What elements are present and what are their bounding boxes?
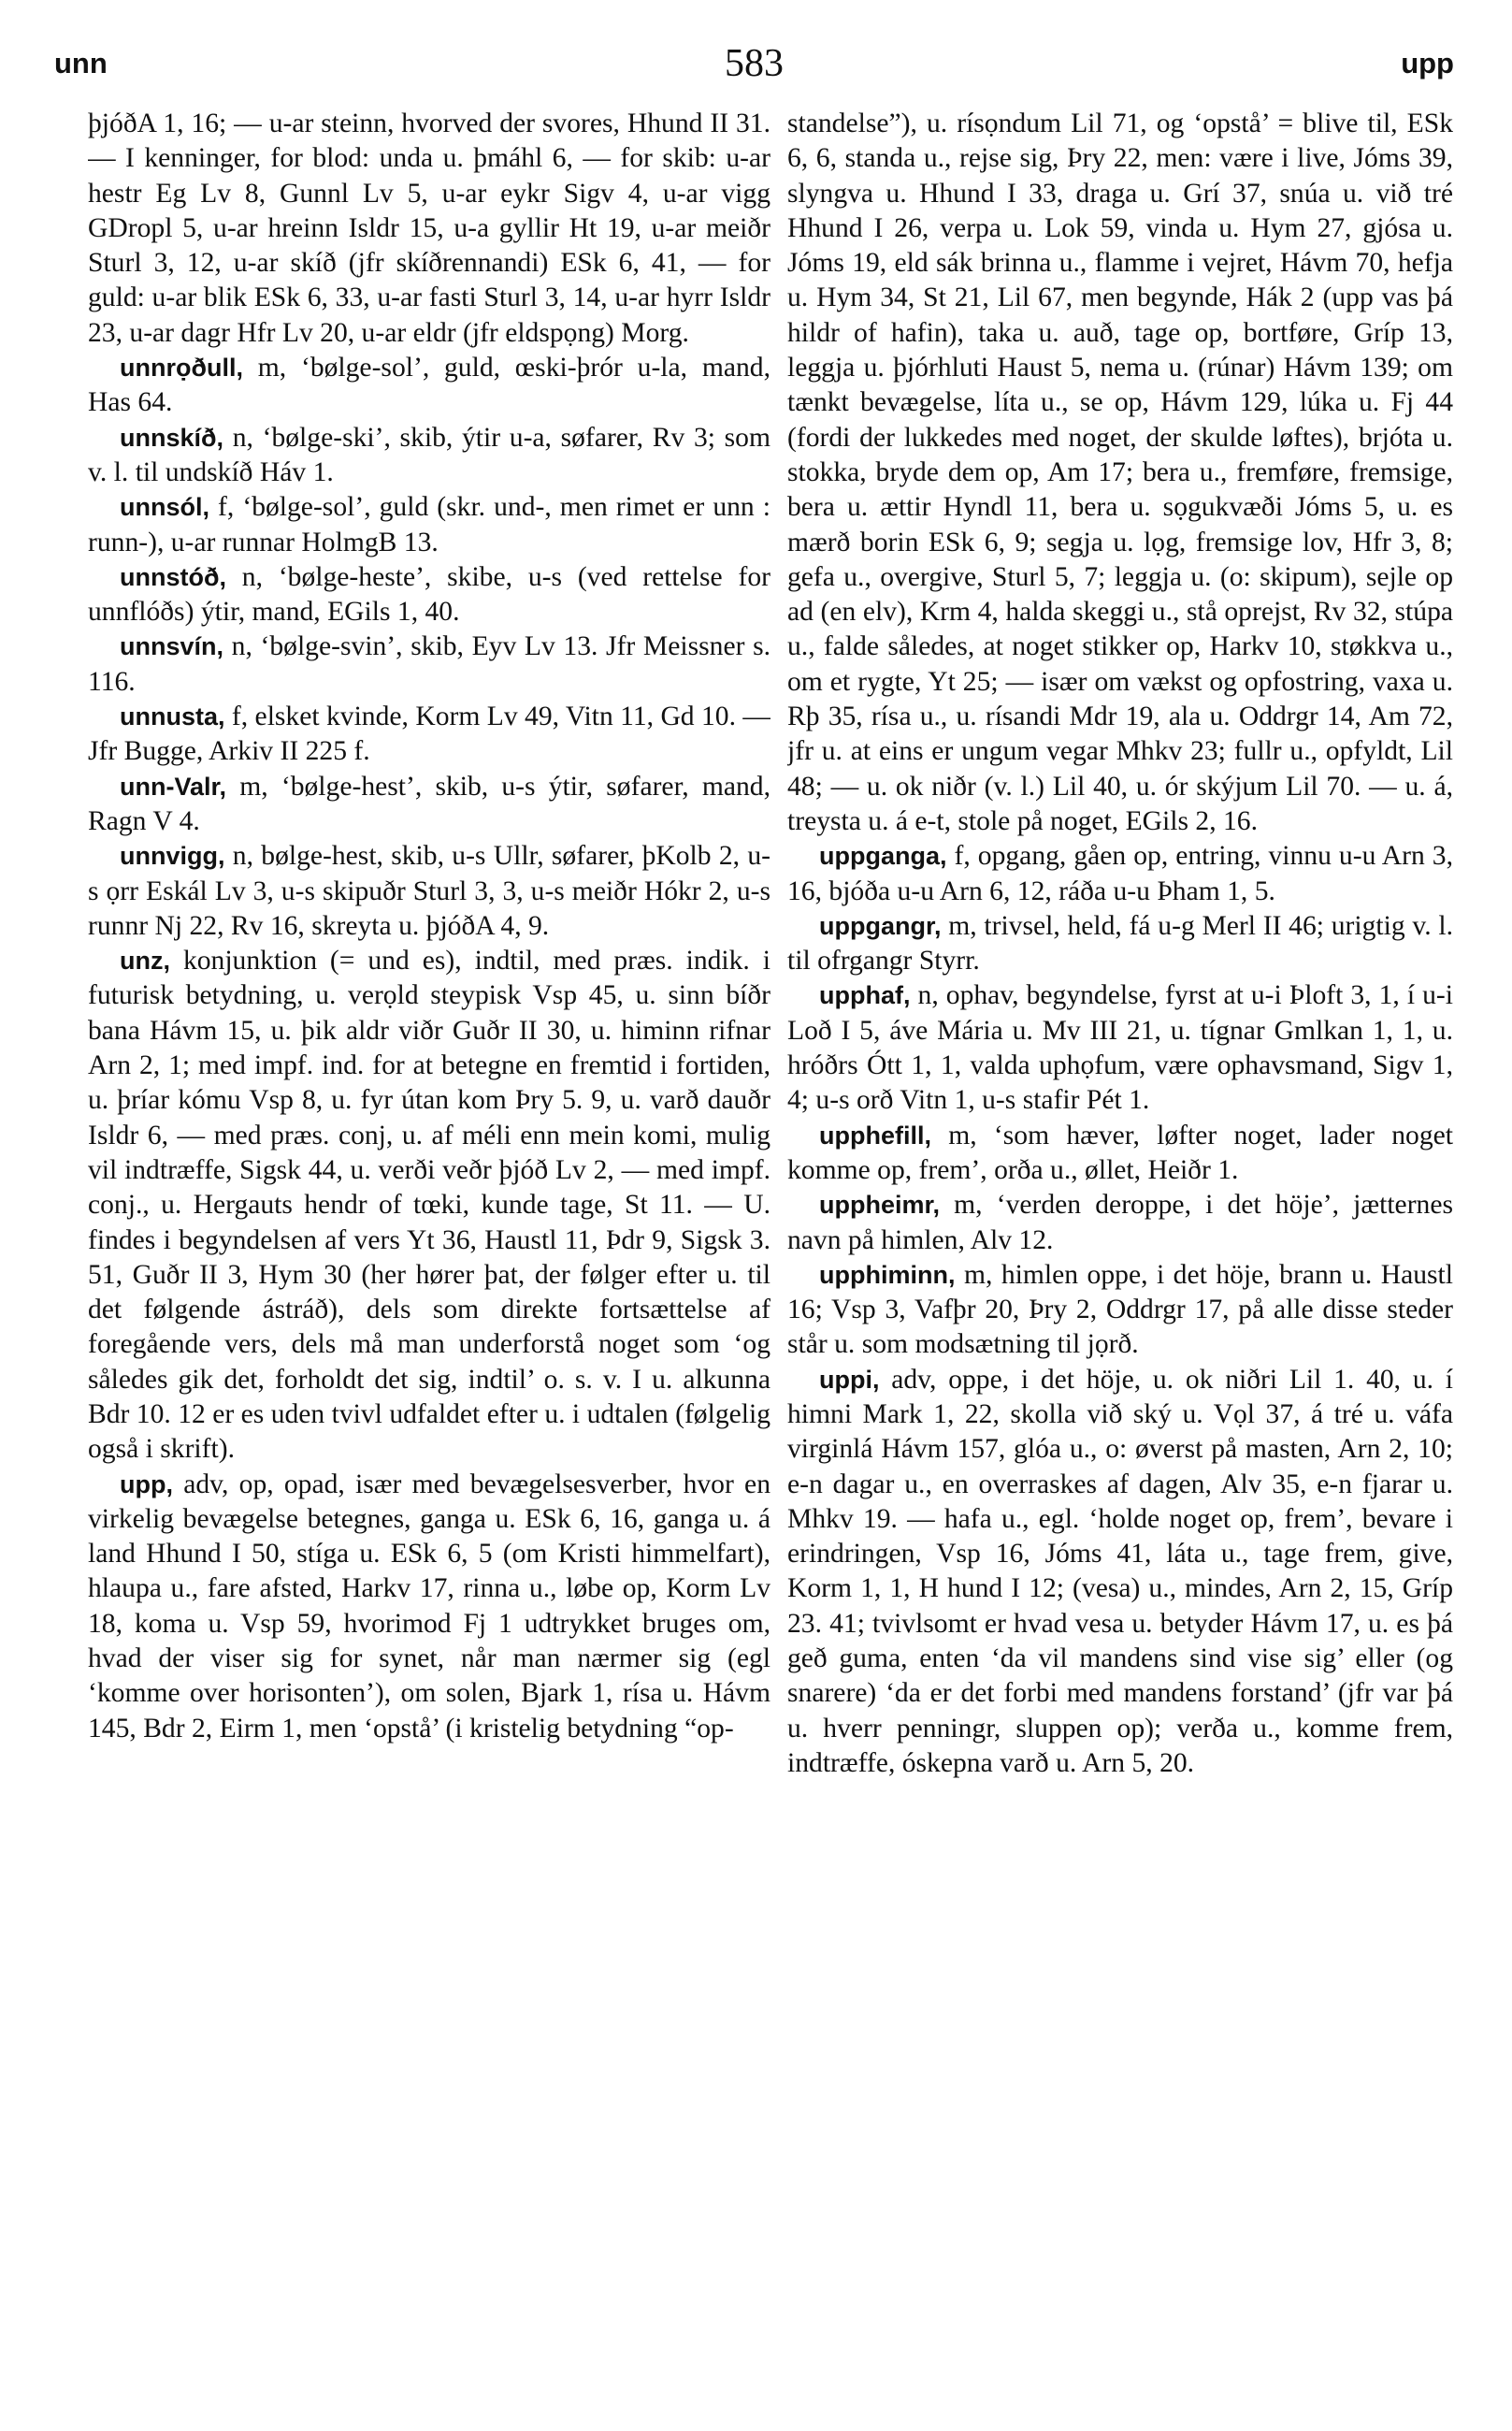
- entry-headword: unnsvín,: [120, 632, 224, 661]
- entry-headword: unnrọðull,: [120, 354, 243, 383]
- entry-text: n, ‘bølge-heste’, skibe, u-s (ved rettelse for unnflóðs) ýtir, mand, EGils 1, 40.: [88, 561, 770, 628]
- dictionary-entry: [88, 700, 770, 770]
- dictionary-entry: [88, 560, 770, 630]
- entry-text: m, himlen oppe, i det höje, brann u. Haustl 16; Vsp 3, Vafþr 20, Þry 2, Oddrgr 17, på alle disse steder står u. som modsætning til jọrð.: [787, 1259, 1453, 1360]
- entry-text: n, ‘bølge-svin’, skib, Eyv Lv 13. Jfr Meissner s. 116.: [88, 631, 770, 697]
- page-number: 583: [725, 42, 784, 85]
- entry-text: m, ‘bølge-hest’, skib, u-s ýtir, søfarer, mand, Ragn V 4.: [88, 771, 770, 836]
- entry-headword: upphaf,: [819, 981, 911, 1010]
- entry-headword: uppi,: [819, 1365, 880, 1394]
- entry-text: m, ‘verden deroppe, i det höje’, jætternes navn på himlen, Alv 12.: [787, 1190, 1453, 1255]
- entry-headword: unnskíð,: [120, 423, 224, 452]
- entry-headword: unnusta,: [120, 702, 225, 731]
- dictionary-entry: [787, 1258, 1453, 1363]
- entry-headword: unz,: [120, 947, 170, 976]
- entry-text: n, ophav, begyndelse, fyrst at u-i Þloft 3, 1, í u-i Loð I 5, áve Mária u. Mv III 21, u. tígnar Gmlkan 1, 1, u. hróðrs Ótt 1, 1, valda uphọfum, være ophavsmand, Sigv 1, 4; u-s orð Vitn 1, u-s stafir Pét 1.: [787, 980, 1453, 1116]
- entry-headword: unn-Valr,: [120, 772, 227, 801]
- dictionary-entry: [88, 1468, 770, 1746]
- entry-headword: uppganga,: [819, 842, 947, 871]
- dictionary-entry: [88, 839, 770, 944]
- entry-headword: uppheimr,: [819, 1191, 941, 1220]
- dictionary-entry: [88, 770, 770, 840]
- column-gap: [776, 107, 777, 2389]
- dictionary-entry: [787, 1363, 1453, 1782]
- entry-headword: upp,: [120, 1469, 173, 1498]
- entry-text: adv, op, opad, især med bevægelsesverber, hvor en virkelig bevægelse betegnes, ganga u. ESk 6, 16, ganga u. á land Hhund I 50, stíga u. ESk 6, 5 (om Kristi himmelfart), hlaupa u., fare afsted, Harkv 17, rinna u., løbe op, Korm Lv 18, koma u. Vsp 59, hvorimod Fj 1 udtrykket bruges om, hvad der viser sig for synet, når man nærmer sig (egl ‘komme over horisonten’), om solen, Bjark 1, rísa u. Hávm 145, Bdr 2, Eirm 1, men ‘opstå’ (i kristelig betydning “op-: [88, 1469, 770, 1744]
- entry-headword: unnvigg,: [120, 842, 225, 871]
- entry-text: n, ‘bølge-ski’, skib, ýtir u-a, søfarer, Rv 3; som v. l. til undskíð Háv 1.: [88, 422, 770, 487]
- page-header: [54, 42, 1454, 88]
- dictionary-entry: [88, 629, 770, 700]
- entry-headword: unnsól,: [120, 493, 209, 522]
- entry-headword: upphefill,: [819, 1121, 931, 1150]
- dictionary-entry: [88, 351, 770, 421]
- entry-text: standelse”), u. rísọndum Lil 71, og ‘opstå’ = blive til, ESk 6, 6, standa u., rejse sig, Þry 22, men: være i live, Jóms 39, slyngva u. Hhund I 33, draga u. Grí 37, snúa u. við tré Hhund I 26, verpa u. Lok 59, vinda u. Hym 27, gjósa u. Jóms 19, eld sák brinna u., flamme i vejret, Hávm 70, hefja u. Hym 34, St 21, Lil 67, men begynde, Hák 2 (upp vas þá hildr of hafin), taka u. auð, tage op, bortføre, Gríp 13, leggja u. þjórhluti Haust 5, nema u. (rúnar) Hávm 139; om tænkt bevægelse, líta u., se op, Hávm 129, lúka u. Fj 44 (fordi der lukkedes med noget, der skulde løftes), brjóta u. stokka, bryde dem op, Am 17; bera u., fremføre, fremsige, bera u. ættir Hyndl 11, bera u. sọgukvæði Jóms 5, u. es mærð borin ESk 6, 9; segja u. lọg, fremsige lov, Hfr 3, 8; gefa u., overgive, Sturl 5, 7; leggja u. (o: skipum), sejle op ad (en elv), Krm 4, halda skeggi u., stå oprejst, Rv 32, stúpa u., falde således, at noget stikker op, Harkv 10, støkkva u., om et rygte, Yt 25; — især om vækst og opfostring, vaxa u. Rþ 35, rísa u., u. rísandi Mdr 19, ala u. Oddrgr 14, Am 72, jfr u. at eins er ungum vegar Mhkv 23; fullr u., opfyldt, Lil 48; — u. ok niðr (v. l.) Lil 40, u. ór skýjum Lil 70. — u. á, treysta u. á e-t, stole på noget, EGils 2, 16.: [787, 109, 1453, 836]
- entry-text: m, ‘bølge-sol’, guld, œski-þrór u-la, mand, Has 64.: [88, 353, 770, 418]
- entry-headword: upphiminn,: [819, 1260, 956, 1289]
- dictionary-entry: [88, 421, 770, 491]
- left-column: [88, 107, 770, 2398]
- dictionary-entry: [787, 909, 1453, 979]
- dictionary-entry: [787, 839, 1453, 909]
- entry-text: konjunktion (= und es), indtil, med præs. indik. i futurisk betydning, u. verọld steypisk Vsp 45, u. sinn bíðr bana Hávm 15, u. þik aldr viðr Guðr II 30, u. himinn rifnar Arn 2, 1; med impf. ind. for at betegne en fremtid i fortiden, u. þríar kómu Vsp 8, u. fyr útan kom Þry 5. 9, u. varð dauðr Isldr 6, — med præs. conj, u. af méli enn mein komi, mulig vil indtræffe, Sigsk 44, u. verði veðr þjóð Lv 2, — med impf. conj., u. Hergauts hendr of tœki, kunde tage, St 11. — U. findes i begyndelsen af vers Yt 36, Haustl 11, Þdr 9, Sigsk 3. 51, Guðr II 3, Hym 30 (her hører þat, der følger efter u. til det følgende ástráð), dels som direkte fortsættelse af foregående vers, dels må man underforstå noget som ‘og således gik det, forholdt det sig, indtil’ o. s. v. I u. alkunna Bdr 10. 12 er es uden tvivl udfaldet efter u. i udtalen (følgelig også i skrift).: [88, 946, 770, 1465]
- dictionary-entry: [88, 944, 770, 1467]
- dictionary-entry: [88, 490, 770, 560]
- entry-text: f, elsket kvinde, Korm Lv 49, Vitn 11, Gd 10. — Jfr Bugge, Arkiv II 225 f.: [88, 702, 770, 767]
- entry-text: m, ‘som hæver, løfter noget, lader noget komme op, frem’, orða u., øllet, Heiðr 1.: [787, 1120, 1453, 1185]
- dictionary-entry: [787, 1119, 1453, 1189]
- entry-text: f, ‘bølge-sol’, guld (skr. und-, men rimet er unn : runn-), u-ar runnar HolmgB 13.: [88, 492, 770, 557]
- right-guide-word: upp: [1401, 47, 1454, 80]
- entry-text: m, trivsel, held, fá u-g Merl II 46; urigtig v. l. til ofrgangr Styrr.: [787, 910, 1453, 977]
- entry-headword: uppgangr,: [819, 911, 942, 940]
- dictionary-entry: [787, 1188, 1453, 1258]
- entry-text: þjóðA 1, 16; — u-ar steinn, hvorved der svores, Hhund II 31. — I kenninger, for blod: unda u. þmáhl 6, — for skib: u-ar hestr Eg Lv 8, Gunnl Lv 5, u-ar eykr Sigv 4, u-ar vigg GDropl 5, u-ar hreinn Isldr 15, u-a gyllir Ht 19, u-ar meiðr Sturl 3, 12, u-ar skíð (jfr skíðrennandi) ESk 6, 41, — for guld: u-ar blik ESk 6, 33, u-ar fasti Sturl 3, 14, u-ar hyrr Isldr 23, u-ar dagr Hfr Lv 20, u-ar eldr (jfr eldspọng) Morg.: [88, 109, 770, 348]
- entry-continuation: [787, 107, 1453, 839]
- left-guide-word: unn: [54, 47, 108, 80]
- right-column: [787, 107, 1453, 2398]
- entry-text: f, opgang, gåen op, entring, vinnu u-u Arn 3, 16, bjóða u-u Arn 6, 12, ráða u-u Þham 1, 5.: [787, 841, 1453, 906]
- entry-continuation: [88, 107, 770, 351]
- entry-text: adv, oppe, i det höje, u. ok niðri Lil 1. 40, u. í himni Mark 1, 22, skolla við ský u. Vọl 37, á tré u. váfa virginlá Hávm 157, glóa u., o: øverst på masten, Arn 2, 10; e-n dagar u., en overraskes af dagen, Alv 35, e-n fjarar u. Mhkv 19. — hafa u., egl. ‘holde noget op, frem’, bevare i erindringen, Vsp 16, Jóms 41, láta u., tage frem, give, Korm 1, 1, H hund I 12; (vesa) u., mindes, Arn 2, 15, Gríp 23. 41; tvivlsomt er hvad vesa u. betyder Hávm 17, u. es þá geð guma, enten ‘da vil mandens sind vise sig’ eller (og snarere) ‘da er det forbi med mandens forstand’ (jfr var þá u. hverr penningr, sluppen op); verða u., komme frem, indtræffe, óskepna varð u. Arn 5, 20.: [787, 1364, 1453, 1778]
- dictionary-entry: [787, 978, 1453, 1118]
- entry-text: n, bølge-hest, skib, u-s Ullr, søfarer, þKolb 2, u-s ọrr Eskál Lv 3, u-s skipuðr Sturl 3, 3, u-s meiðr Hókr 2, u-s runnr Nj 22, Rv 16, skreyta u. þjóðA 4, 9.: [88, 841, 770, 941]
- entry-headword: unnstóð,: [120, 562, 226, 591]
